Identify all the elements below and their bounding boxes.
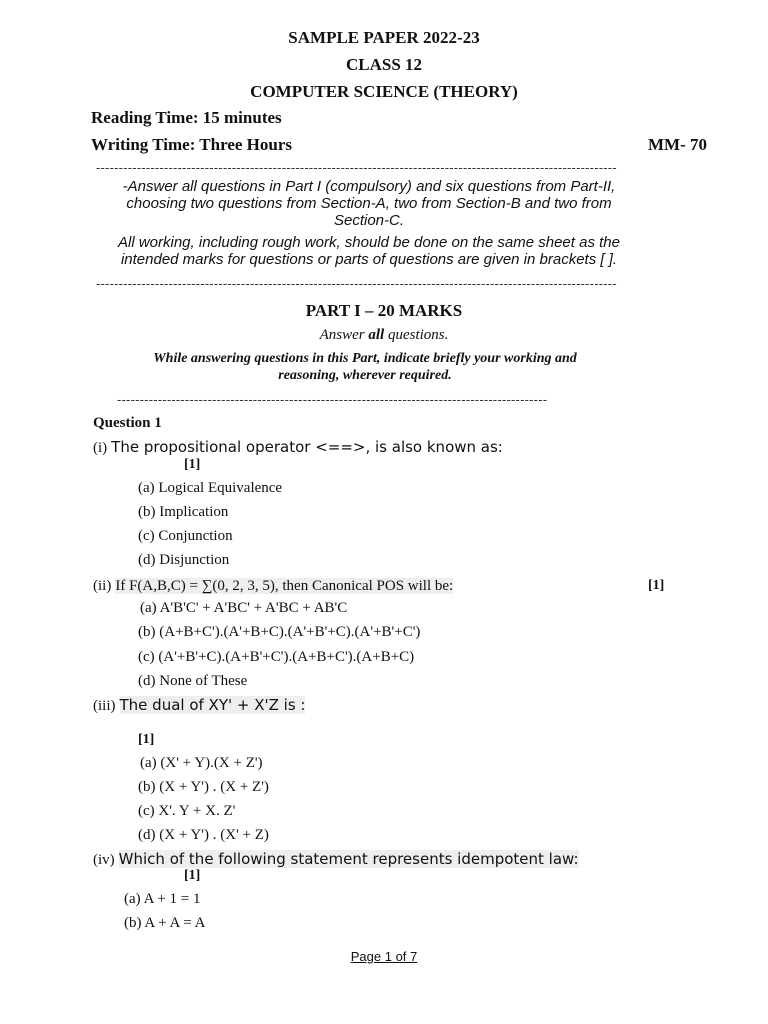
item-marks: [1]: [138, 732, 155, 747]
subject-title: COMPUTER SCIENCE (THEORY): [250, 82, 518, 101]
divider-bottom: -------------------------------------------------------------------------------------------------------------------: [96, 276, 617, 291]
question-item: [93, 850, 579, 869]
option: (c) X'. Y + X. Z': [138, 803, 236, 819]
item-marks: [1]: [184, 868, 201, 883]
item-marks: [1]: [648, 578, 665, 593]
paper-title: SAMPLE PAPER 2022-23: [288, 28, 480, 47]
option: (b) (A+B+C').(A'+B+C).(A'+B'+C).(A'+B'+C'): [138, 624, 421, 640]
item-marks: [1]: [184, 457, 201, 472]
question-item: [93, 438, 503, 457]
divider-part: -----------------------------------------------------------------------------------------------: [117, 392, 548, 407]
option: (a) (X' + Y).(X + Z'): [140, 755, 263, 771]
part-note: While answering questions in this Part, indicate briefly your working and reasoning, wherever required.: [153, 351, 577, 383]
instruction-1: -Answer all questions in Part I (compulsory) and six questions from Part-II, choosing two questions from Section-A, two from Section-B and two from Section-C.: [122, 178, 616, 229]
item-number: (iii): [93, 698, 116, 714]
option: (b) (X + Y') . (X + Z'): [138, 779, 269, 795]
option: (a) A'B'C' + A'BC' + A'BC + AB'C: [140, 600, 348, 616]
item-text: The dual of XY' + X'Z is :: [119, 696, 306, 714]
question-label: Question 1: [93, 415, 162, 431]
item-text: Which of the following statement represents idempotent law:: [118, 850, 579, 868]
option: (d) (X + Y') . (X' + Z): [138, 827, 269, 843]
writing-time: Writing Time: Three Hours: [91, 135, 293, 154]
answer-instruction: Answer all questions.: [319, 327, 449, 343]
instruction-2: All working, including rough work, should be done on the same sheet as the intended marks for questions or parts of questions are given in brackets [ ].: [118, 234, 620, 268]
option: (d) Disjunction: [138, 552, 230, 568]
question-item: [93, 577, 453, 595]
option: (a) A + 1 = 1: [124, 891, 201, 907]
option: (b) A + A = A: [124, 915, 206, 931]
item-number: (i): [93, 440, 108, 456]
divider-top: -------------------------------------------------------------------------------------------------------------------: [96, 160, 617, 175]
part-heading: PART I – 20 MARKS: [305, 301, 463, 320]
page-number: Page 1 of 7: [350, 949, 418, 964]
option: (c) Conjunction: [138, 528, 233, 544]
class-label: CLASS 12: [345, 55, 423, 74]
item-text: If F(A,B,C) = ∑(0, 2, 3, 5), then Canonical POS will be:: [115, 578, 454, 594]
item-text: The propositional operator <==>, is also known as:: [111, 438, 503, 456]
option: (c) (A'+B'+C).(A+B'+C').(A+B+C').(A+B+C): [138, 649, 415, 665]
option: (d) None of These: [138, 673, 248, 689]
question-item: [93, 696, 305, 715]
reading-time: Reading Time: 15 minutes: [91, 108, 282, 127]
item-number: (ii): [93, 578, 112, 594]
option: (b) Implication: [138, 504, 229, 520]
item-number: (iv): [93, 852, 115, 868]
option: (a) Logical Equivalence: [138, 480, 283, 496]
max-marks: MM- 70: [648, 135, 708, 154]
